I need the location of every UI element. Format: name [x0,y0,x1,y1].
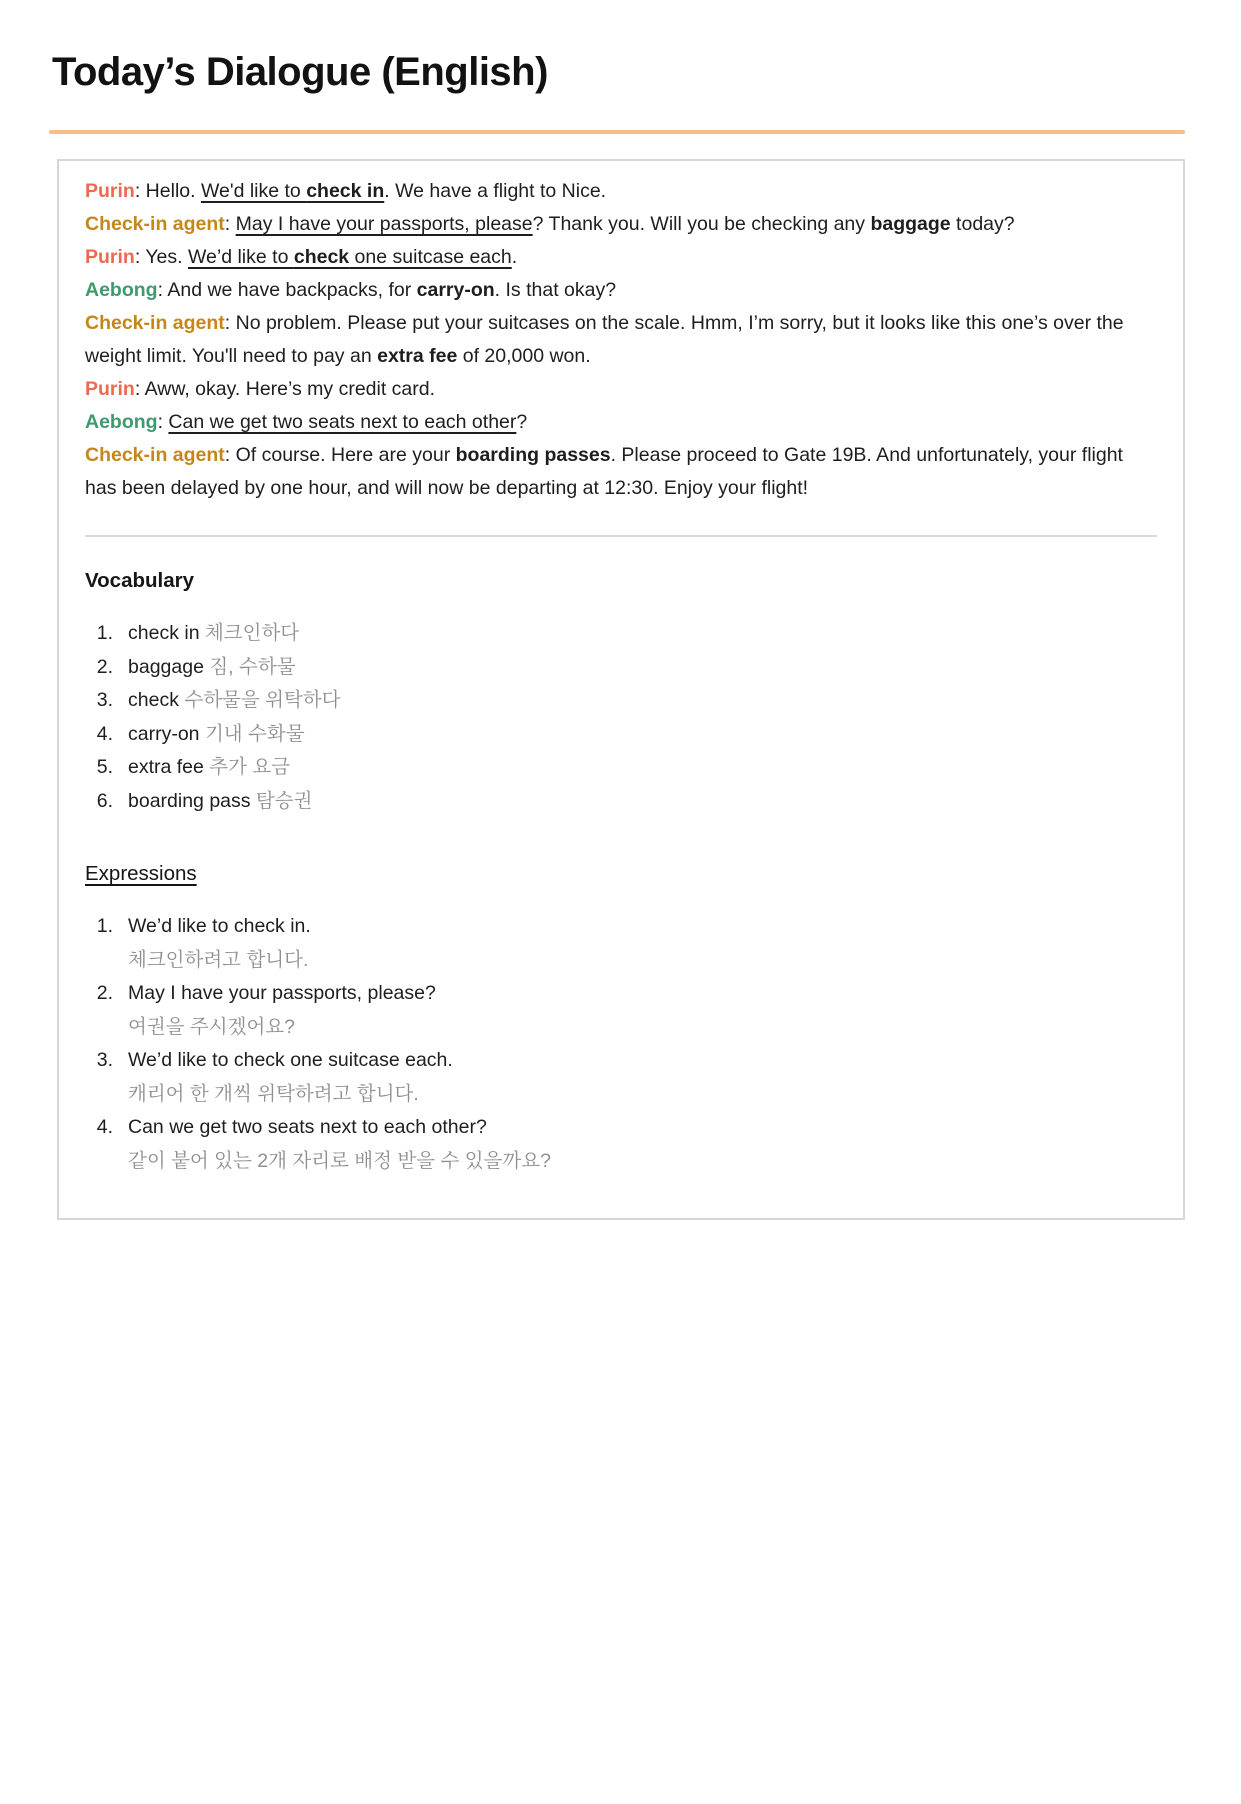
speaker-name: Check-in agent [85,444,225,466]
vocab-entry [128,785,312,819]
vocab-term: baggage [128,655,210,678]
dialogue-text: : Of course. Here are your [224,444,456,466]
dialogue-text: extra fee [377,345,458,367]
vocab-entry [128,684,340,718]
item-number: 4. [96,1116,113,1138]
item-number: 1. [96,915,113,937]
list-item [85,718,1157,752]
vocab-korean: 탐승권 [255,789,313,812]
vocab-term: boarding pass [128,789,256,812]
list-item [85,785,1157,819]
item-number: 1. [96,622,113,644]
page-title: Today’s Dialogue (English) [52,50,548,94]
item-number: 4. [96,722,113,745]
speaker-name: Check-in agent [85,213,225,235]
dialogue-line [85,406,1157,439]
speaker-name: Aebong [85,279,158,301]
dialogue-text: : Yes. [134,246,188,268]
vocab-korean: 기내 수화물 [204,722,305,745]
dialogue-text: . [511,246,518,268]
dialogue-text: We’d like to [187,246,294,268]
vocab-term: check in [128,622,205,644]
item-number: 5. [96,756,113,778]
expression-korean: 캐리어 한 개씩 위탁하려고 합니다. [128,1082,419,1105]
expressions-heading: Expressions [85,862,197,885]
dialogue-text: . We have a flight to Nice. [384,180,607,202]
section-divider [85,535,1157,537]
vocab-entry [128,751,290,785]
dialogue-text: ? Thank you. Will you be checking any [532,213,871,235]
dialogue-text: : [157,411,169,433]
dialogue-text: check in [306,180,385,202]
list-item [85,910,1157,977]
expression-entry [128,977,436,1044]
dialogue-text: : Hello. [134,180,201,202]
expression-korean: 체크인하려고 합니다. [128,948,309,971]
list-item [85,1111,1157,1178]
expression-entry [128,1044,453,1111]
speaker-name: Aebong [85,411,158,433]
title-accent-divider [49,130,1185,134]
vocabulary-list [85,617,1157,818]
dialogue-line [85,439,1157,505]
list-item [85,751,1157,785]
dialogue-text: : [224,213,236,235]
vocab-entry [128,718,305,752]
list-item [85,1044,1157,1111]
expression-english: May I have your passports, please? [128,982,436,1004]
list-item [85,617,1157,651]
vocab-korean: 추가 요금 [209,756,291,778]
speaker-name: Check-in agent [85,312,225,334]
vocab-korean: 체크인하다 [204,622,300,644]
vocab-korean: 수하물을 위탁하다 [184,689,341,711]
dialogue-line [85,175,1157,208]
speaker-name: Purin [85,180,135,202]
speaker-name: Purin [85,378,135,400]
expressions-list [85,910,1157,1178]
dialogue-text: May I have your passports, please [235,213,533,235]
dialogue-text: of 20,000 won. [457,345,591,367]
dialogue-card [57,159,1185,1220]
vocabulary-heading: Vocabulary [85,569,194,592]
expression-english: Can we get two seats next to each other? [128,1116,487,1138]
dialogue-text: Can we get two seats next to each other [168,411,517,433]
speaker-name: Purin [85,246,135,268]
item-number: 3. [96,1049,113,1071]
dialogue-text: one suitcase each [349,246,512,268]
list-item [85,977,1157,1044]
vocab-term: extra fee [128,756,210,778]
list-item [85,651,1157,685]
item-number: 3. [96,689,113,711]
dialogue-text: today? [950,213,1015,235]
dialogue-line [85,241,1157,274]
expression-korean: 같이 붙어 있는 2개 자리로 배정 받을 수 있을까요? [128,1149,551,1172]
item-number: 6. [96,789,113,812]
expression-entry [128,1111,551,1178]
dialogue-text: : No problem. Please put your suitcases on the scale. Hmm, I’m sorry, but it looks like this one’s over the weight limit. You'll need to pay an [85,312,1124,367]
dialogue-line [85,274,1157,307]
dialogue-text: : Aww, okay. Here’s my credit card. [134,378,436,400]
dialogue-line [85,208,1157,241]
dialogue-text: : And we have backpacks, for [157,279,417,301]
dialogue-text: . Please proceed to Gate 19B. And unfortunately, your flight has been delayed by one hour, and will now be departing at 12:30. Enjoy your flight! [85,444,1123,499]
item-number: 2. [96,982,113,1004]
dialogue-line [85,373,1157,406]
list-item [85,684,1157,718]
expression-entry [128,910,311,977]
item-number: 2. [96,655,113,678]
vocab-entry [128,617,299,651]
dialogue-lines [85,175,1157,505]
dialogue-text: ? [516,411,528,433]
expression-korean: 여권을 주시겠어요? [128,1015,295,1038]
vocab-term: check [128,689,185,711]
dialogue-line [85,307,1157,373]
dialogue-text: carry-on [416,279,495,301]
dialogue-text: We'd like to [200,180,307,202]
vocab-entry [128,651,296,685]
dialogue-text: baggage [870,213,951,235]
vocab-term: carry-on [128,722,205,745]
expression-english: We’d like to check one suitcase each. [128,1049,453,1071]
dialogue-text: . Is that okay? [494,279,617,301]
expression-english: We’d like to check in. [128,915,311,937]
dialogue-text: check [293,246,350,268]
dialogue-text: boarding passes [455,444,611,466]
vocab-korean: 짐, 수하물 [209,655,296,678]
